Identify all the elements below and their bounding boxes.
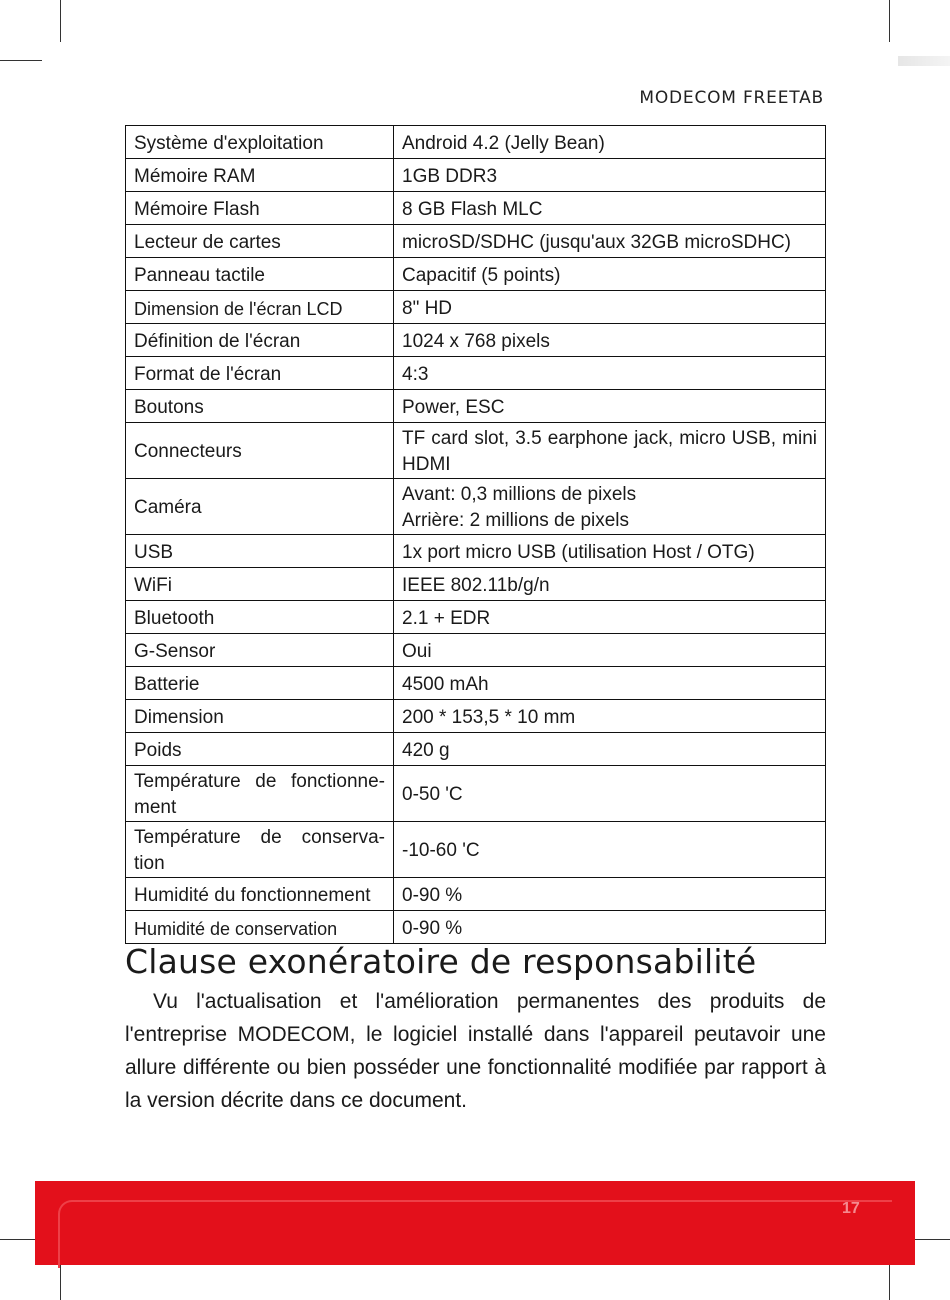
spec-label: USB xyxy=(126,535,394,568)
spec-value: IEEE 802.11b/g/n xyxy=(394,568,826,601)
spec-label: Humidité du fonctionnement xyxy=(126,878,394,911)
footer-inner-frame xyxy=(58,1200,892,1268)
table-row xyxy=(126,126,826,159)
table-row xyxy=(126,766,826,822)
disclaimer-paragraph: Vu l'actualisation et l'amélioration permanentes des produits de l'entreprise MODECOM, le logiciel installé dans l'appareil peutavoir une allure différente ou bien posséder une fonctionnalité modifiée par rapport à la version décrite dans ce document. xyxy=(125,990,826,1112)
spec-label: Format de l'écran xyxy=(126,357,394,390)
crop-mark xyxy=(889,0,890,42)
table-row xyxy=(126,822,826,878)
table-row xyxy=(126,568,826,601)
table-row xyxy=(126,258,826,291)
spec-value: 420 g xyxy=(394,733,826,766)
table-row xyxy=(126,192,826,225)
spec-value: 0-90 % xyxy=(394,911,826,944)
spec-value: 1GB DDR3 xyxy=(394,159,826,192)
spec-value: 0-50 'C xyxy=(394,766,826,822)
spec-label: Batterie xyxy=(126,667,394,700)
spec-value-line: Avant: 0,3 millions de pixels xyxy=(402,484,637,505)
spec-value: 2.1 + EDR xyxy=(394,601,826,634)
spec-value: 0-90 % xyxy=(394,878,826,911)
registration-strip xyxy=(898,56,950,66)
spec-label: Panneau tactile xyxy=(126,258,394,291)
spec-value: Capacitif (5 points) xyxy=(394,258,826,291)
spec-label: Bluetooth xyxy=(126,601,394,634)
spec-label: Humidité de conservation xyxy=(126,911,394,944)
table-row xyxy=(126,390,826,423)
spec-value: Android 4.2 (Jelly Bean) xyxy=(394,126,826,159)
running-header: MODECOM FREETAB xyxy=(639,88,824,108)
page-number: 17 xyxy=(842,1200,860,1217)
spec-value: microSD/SDHC (jusqu'aux 32GB microSDHC) xyxy=(394,225,826,258)
section-heading: Clause exonératoire de responsabilité xyxy=(125,942,757,981)
spec-value: 4500 mAh xyxy=(394,667,826,700)
table-row xyxy=(126,423,826,479)
crop-mark xyxy=(60,0,61,42)
spec-value xyxy=(394,479,826,535)
spec-label: Définition de l'écran xyxy=(126,324,394,357)
table-row xyxy=(126,535,826,568)
spec-label: Mémoire Flash xyxy=(126,192,394,225)
spec-value: 8" HD xyxy=(394,291,826,324)
spec-label: Connecteurs xyxy=(126,423,394,479)
spec-value: Power, ESC xyxy=(394,390,826,423)
spec-value: -10-60 'C xyxy=(394,822,826,878)
table-row xyxy=(126,733,826,766)
spec-label: Dimension xyxy=(126,700,394,733)
spec-value: 200 * 153,5 * 10 mm xyxy=(394,700,826,733)
spec-label: Mémoire RAM xyxy=(126,159,394,192)
spec-value-line: Arrière: 2 millions de pixels xyxy=(402,510,630,531)
table-row xyxy=(126,225,826,258)
spec-label: Boutons xyxy=(126,390,394,423)
table-row xyxy=(126,479,826,535)
table-row xyxy=(126,667,826,700)
spec-label: Poids xyxy=(126,733,394,766)
spec-label: Température de fonctionne-ment xyxy=(126,766,394,822)
table-row xyxy=(126,357,826,390)
spec-value: 1x port micro USB (utilisation Host / OTG) xyxy=(394,535,826,568)
spec-table xyxy=(125,125,826,944)
spec-label: Température de conserva-tion xyxy=(126,822,394,878)
table-row xyxy=(126,700,826,733)
table-row xyxy=(126,634,826,667)
spec-label: Système d'exploitation xyxy=(126,126,394,159)
table-row xyxy=(126,878,826,911)
spec-value: TF card slot, 3.5 earphone jack, micro USB, mini HDMI xyxy=(394,423,826,479)
spec-value: 8 GB Flash MLC xyxy=(394,192,826,225)
spec-label: WiFi xyxy=(126,568,394,601)
table-row xyxy=(126,291,826,324)
spec-value: 1024 x 768 pixels xyxy=(394,324,826,357)
table-row xyxy=(126,601,826,634)
spec-label: G-Sensor xyxy=(126,634,394,667)
spec-value: Oui xyxy=(394,634,826,667)
table-row xyxy=(126,159,826,192)
spec-label: Dimension de l'écran LCD xyxy=(126,291,394,324)
crop-mark xyxy=(0,60,42,61)
spec-label: Caméra xyxy=(126,479,394,535)
spec-value: 4:3 xyxy=(394,357,826,390)
table-row xyxy=(126,324,826,357)
spec-label: Lecteur de cartes xyxy=(126,225,394,258)
table-row xyxy=(126,911,826,944)
